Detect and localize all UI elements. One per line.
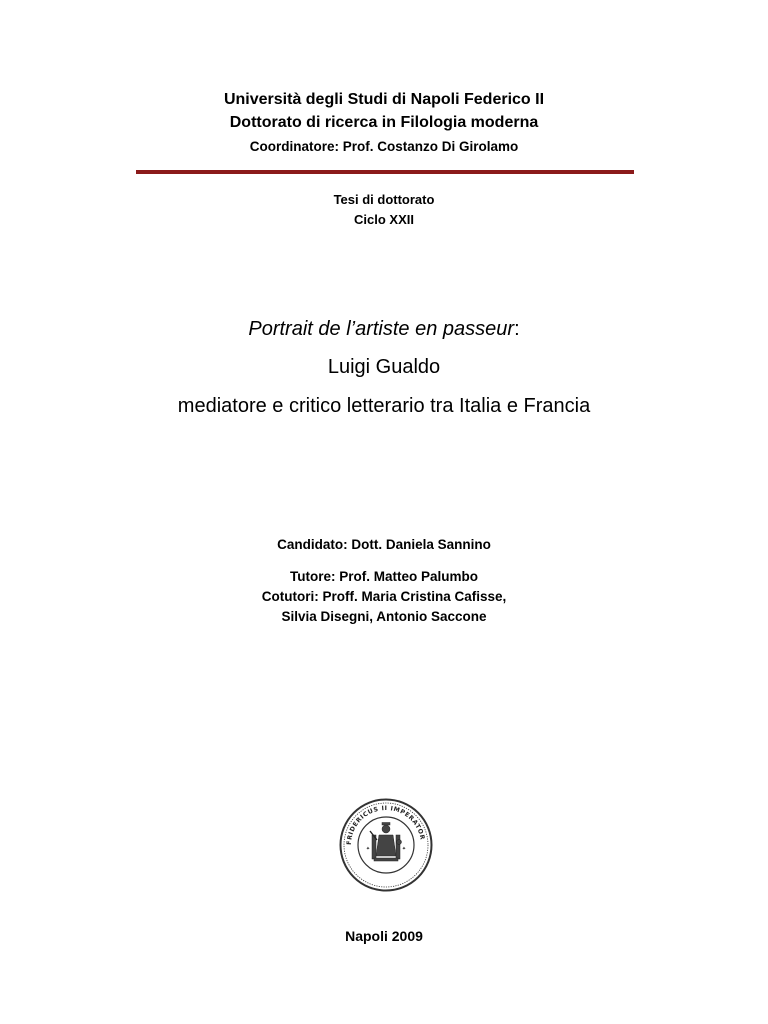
seal-inscription: FRIDERICUS II IMPERATOR	[345, 804, 426, 846]
svg-text:✦: ✦	[365, 846, 371, 852]
thesis-title-line-1	[0, 318, 768, 341]
header-divider	[136, 170, 634, 174]
svg-text:✦: ✦	[401, 846, 407, 852]
university-seal-icon	[339, 798, 433, 892]
thesis-title-line-2: Luigi Gualdo	[327, 356, 441, 378]
thesis-type: Tesi di dottorato	[333, 192, 435, 207]
thesis-title-italic: Portrait de l’artiste en passeur	[248, 318, 515, 340]
doctorate-program: Dottorato di ricerca in Filologia moderna	[229, 114, 539, 131]
thesis-title-colon: :	[514, 318, 520, 340]
coordinator: Coordinatore: Prof. Costanzo Di Girolamo	[249, 139, 519, 154]
university-name: Università degli Studi di Napoli Federico II	[223, 91, 545, 108]
candidate: Candidato: Dott. Daniela Sannino	[277, 537, 491, 552]
thesis-cycle: Ciclo XXII	[354, 212, 414, 227]
cotutors-line-1: Cotutori: Proff. Maria Cristina Cafisse,	[261, 589, 507, 604]
tutor: Tutore: Prof. Matteo Palumbo	[290, 569, 478, 584]
cotutors-line-2: Silvia Disegni, Antonio Saccone	[281, 609, 487, 624]
place-and-year: Napoli 2009	[345, 928, 423, 944]
thesis-title-line-3: mediatore e critico letterario tra Italia e Francia	[177, 395, 591, 417]
